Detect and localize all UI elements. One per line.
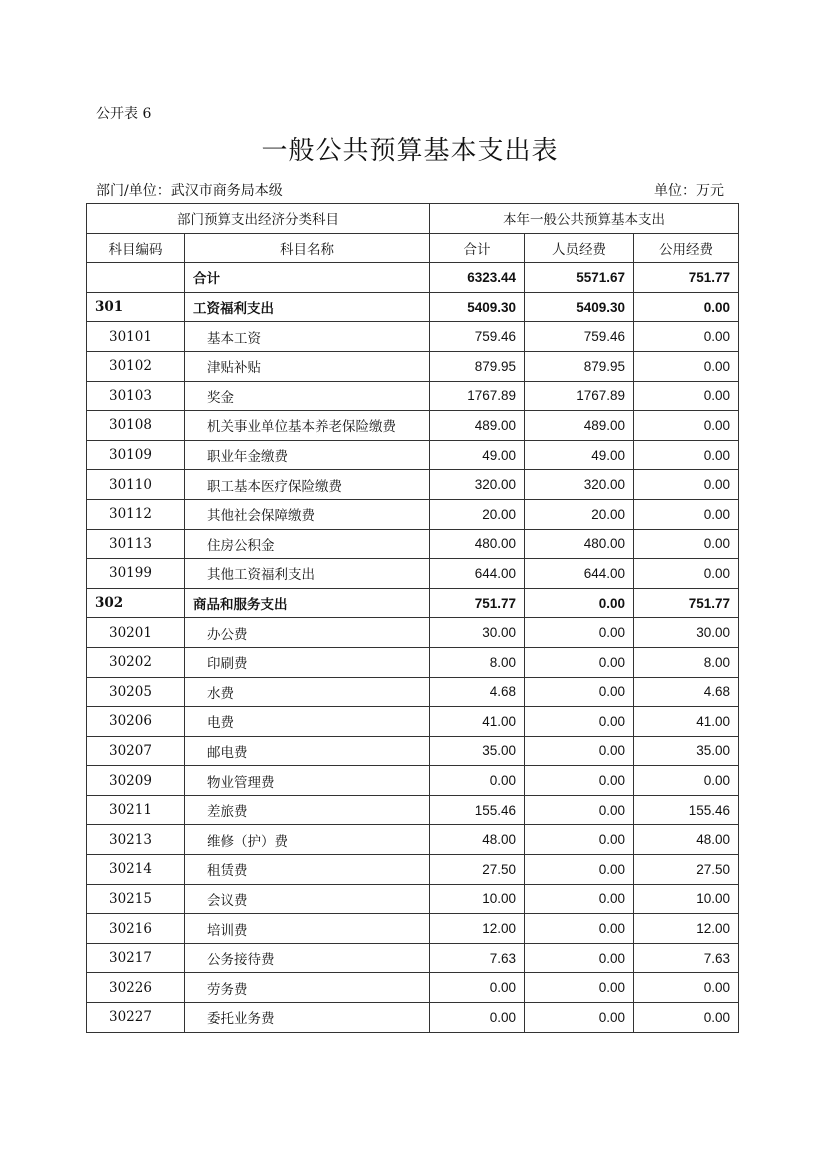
- table-row: [87, 411, 739, 441]
- cell-total: 155.46: [430, 795, 525, 825]
- cell-name: 维修（护）费: [185, 825, 430, 855]
- cell-public: 8.00: [634, 647, 739, 677]
- table-row: [87, 795, 739, 825]
- cell-code: 30207: [87, 736, 185, 766]
- department-label: 部门/单位：武汉市商务局本级: [96, 183, 283, 199]
- cell-code: 30211: [87, 795, 185, 825]
- cell-total: 759.46: [430, 322, 525, 352]
- cell-name: 水费: [185, 677, 430, 707]
- table-row: [87, 736, 739, 766]
- cell-public: 41.00: [634, 707, 739, 737]
- table-row: [87, 440, 739, 470]
- cell-code: [87, 263, 185, 293]
- cell-name: 电费: [185, 707, 430, 737]
- table-row: [87, 470, 739, 500]
- cell-personnel: 1767.89: [525, 381, 634, 411]
- cell-public: 0.00: [634, 973, 739, 1003]
- cell-code: 30213: [87, 825, 185, 855]
- cell-personnel: 0.00: [525, 736, 634, 766]
- column-header-name: 科目名称: [185, 233, 430, 263]
- cell-code: 30109: [87, 440, 185, 470]
- table-row: [87, 351, 739, 381]
- cell-total: 41.00: [430, 707, 525, 737]
- cell-total: 35.00: [430, 736, 525, 766]
- cell-total: 27.50: [430, 855, 525, 885]
- table-row: [87, 884, 739, 914]
- group-header-left: 部门预算支出经济分类科目: [87, 204, 430, 234]
- cell-public: 30.00: [634, 618, 739, 648]
- cell-total: 12.00: [430, 914, 525, 944]
- cell-code: 30103: [87, 381, 185, 411]
- cell-personnel: 0.00: [525, 914, 634, 944]
- cell-name: 津贴补贴: [185, 351, 430, 381]
- cell-public: 10.00: [634, 884, 739, 914]
- cell-personnel: 644.00: [525, 559, 634, 589]
- cell-personnel: 0.00: [525, 618, 634, 648]
- cell-public: 7.63: [634, 943, 739, 973]
- cell-personnel: 0.00: [525, 677, 634, 707]
- cell-total: 8.00: [430, 647, 525, 677]
- cell-personnel: 0.00: [525, 1003, 634, 1033]
- cell-code: 30102: [87, 351, 185, 381]
- cell-name: 办公费: [185, 618, 430, 648]
- cell-name: 工资福利支出: [185, 292, 430, 322]
- table-row: [87, 677, 739, 707]
- cell-code: 302: [87, 588, 185, 618]
- cell-total: 48.00: [430, 825, 525, 855]
- cell-code: 301: [87, 292, 185, 322]
- cell-public: 0.00: [634, 559, 739, 589]
- cell-name: 会议费: [185, 884, 430, 914]
- cell-code: 30214: [87, 855, 185, 885]
- cell-public: 0.00: [634, 766, 739, 796]
- cell-name: 商品和服务支出: [185, 588, 430, 618]
- cell-public: 751.77: [634, 263, 739, 293]
- cell-total: 30.00: [430, 618, 525, 648]
- cell-name: 职业年金缴费: [185, 440, 430, 470]
- cell-public: 0.00: [634, 322, 739, 352]
- cell-code: 30227: [87, 1003, 185, 1033]
- cell-name: 奖金: [185, 381, 430, 411]
- cell-public: 155.46: [634, 795, 739, 825]
- cell-public: 0.00: [634, 1003, 739, 1033]
- cell-total: 0.00: [430, 973, 525, 1003]
- cell-public: 35.00: [634, 736, 739, 766]
- cell-code: 30217: [87, 943, 185, 973]
- cell-code: 30110: [87, 470, 185, 500]
- cell-code: 30216: [87, 914, 185, 944]
- page-title: 一般公共预算基本支出表: [261, 136, 559, 166]
- cell-total: 20.00: [430, 499, 525, 529]
- cell-personnel: 20.00: [525, 499, 634, 529]
- table-row: [87, 647, 739, 677]
- cell-total: 879.95: [430, 351, 525, 381]
- cell-name: 邮电费: [185, 736, 430, 766]
- column-header-row: [87, 233, 739, 263]
- cell-name: 公务接待费: [185, 943, 430, 973]
- cell-code: 30206: [87, 707, 185, 737]
- table-row: [87, 825, 739, 855]
- cell-public: 0.00: [634, 529, 739, 559]
- cell-total: 4.68: [430, 677, 525, 707]
- cell-name: 合计: [185, 263, 430, 293]
- cell-public: 751.77: [634, 588, 739, 618]
- cell-personnel: 480.00: [525, 529, 634, 559]
- table-row: [87, 381, 739, 411]
- table-row: [87, 588, 739, 618]
- column-header-personnel: 人员经费: [525, 233, 634, 263]
- cell-personnel: 0.00: [525, 588, 634, 618]
- column-header-code: 科目编码: [87, 233, 185, 263]
- cell-code: 30112: [87, 499, 185, 529]
- cell-name: 机关事业单位基本养老保险缴费: [185, 411, 430, 441]
- cell-personnel: 0.00: [525, 884, 634, 914]
- cell-public: 0.00: [634, 470, 739, 500]
- cell-personnel: 0.00: [525, 855, 634, 885]
- cell-code: 30205: [87, 677, 185, 707]
- cell-total: 5409.30: [430, 292, 525, 322]
- cell-total: 644.00: [430, 559, 525, 589]
- cell-code: 30108: [87, 411, 185, 441]
- cell-name: 委托业务费: [185, 1003, 430, 1033]
- cell-personnel: 320.00: [525, 470, 634, 500]
- cell-public: 12.00: [634, 914, 739, 944]
- table-row: [87, 618, 739, 648]
- cell-public: 0.00: [634, 440, 739, 470]
- cell-personnel: 879.95: [525, 351, 634, 381]
- table-body: [87, 263, 739, 1032]
- cell-total: 7.63: [430, 943, 525, 973]
- cell-personnel: 0.00: [525, 825, 634, 855]
- table-row: [87, 263, 739, 293]
- group-header-right: 本年一般公共预算基本支出: [430, 204, 739, 234]
- table-row: [87, 855, 739, 885]
- cell-name: 差旅费: [185, 795, 430, 825]
- cell-total: 480.00: [430, 529, 525, 559]
- cell-name: 住房公积金: [185, 529, 430, 559]
- cell-personnel: 0.00: [525, 943, 634, 973]
- page-label: 公开表 6: [96, 106, 152, 122]
- table-row: [87, 529, 739, 559]
- table-row: [87, 973, 739, 1003]
- cell-public: 27.50: [634, 855, 739, 885]
- cell-public: 4.68: [634, 677, 739, 707]
- group-header-row: [87, 204, 739, 234]
- table-row: [87, 559, 739, 589]
- cell-name: 职工基本医疗保险缴费: [185, 470, 430, 500]
- cell-code: 30202: [87, 647, 185, 677]
- cell-code: 30201: [87, 618, 185, 648]
- cell-public: 0.00: [634, 411, 739, 441]
- cell-personnel: 489.00: [525, 411, 634, 441]
- cell-public: 0.00: [634, 292, 739, 322]
- cell-code: 30226: [87, 973, 185, 1003]
- cell-personnel: 5571.67: [525, 263, 634, 293]
- cell-public: 0.00: [634, 351, 739, 381]
- cell-personnel: 0.00: [525, 707, 634, 737]
- cell-personnel: 0.00: [525, 766, 634, 796]
- budget-table: [86, 203, 739, 1033]
- cell-personnel: 0.00: [525, 973, 634, 1003]
- cell-personnel: 759.46: [525, 322, 634, 352]
- cell-public: 0.00: [634, 381, 739, 411]
- cell-total: 10.00: [430, 884, 525, 914]
- cell-total: 6323.44: [430, 263, 525, 293]
- table-row: [87, 914, 739, 944]
- cell-public: 48.00: [634, 825, 739, 855]
- cell-name: 印刷费: [185, 647, 430, 677]
- cell-name: 劳务费: [185, 973, 430, 1003]
- table-row: [87, 766, 739, 796]
- column-header-total: 合计: [430, 233, 525, 263]
- table-row: [87, 322, 739, 352]
- cell-name: 培训费: [185, 914, 430, 944]
- table-row: [87, 1003, 739, 1033]
- cell-name: 租赁费: [185, 855, 430, 885]
- cell-total: 0.00: [430, 766, 525, 796]
- table-row: [87, 707, 739, 737]
- cell-public: 0.00: [634, 499, 739, 529]
- cell-total: 751.77: [430, 588, 525, 618]
- cell-name: 基本工资: [185, 322, 430, 352]
- cell-personnel: 5409.30: [525, 292, 634, 322]
- table-row: [87, 943, 739, 973]
- cell-total: 1767.89: [430, 381, 525, 411]
- cell-personnel: 0.00: [525, 795, 634, 825]
- cell-total: 320.00: [430, 470, 525, 500]
- column-header-public: 公用经费: [634, 233, 739, 263]
- cell-code: 30209: [87, 766, 185, 796]
- cell-code: 30113: [87, 529, 185, 559]
- table-row: [87, 499, 739, 529]
- table-row: [87, 292, 739, 322]
- cell-name: 其他社会保障缴费: [185, 499, 430, 529]
- cell-total: 49.00: [430, 440, 525, 470]
- cell-personnel: 49.00: [525, 440, 634, 470]
- cell-total: 489.00: [430, 411, 525, 441]
- cell-total: 0.00: [430, 1003, 525, 1033]
- cell-name: 其他工资福利支出: [185, 559, 430, 589]
- cell-code: 30199: [87, 559, 185, 589]
- cell-name: 物业管理费: [185, 766, 430, 796]
- cell-code: 30101: [87, 322, 185, 352]
- cell-personnel: 0.00: [525, 647, 634, 677]
- cell-code: 30215: [87, 884, 185, 914]
- unit-label: 单位：万元: [654, 183, 724, 199]
